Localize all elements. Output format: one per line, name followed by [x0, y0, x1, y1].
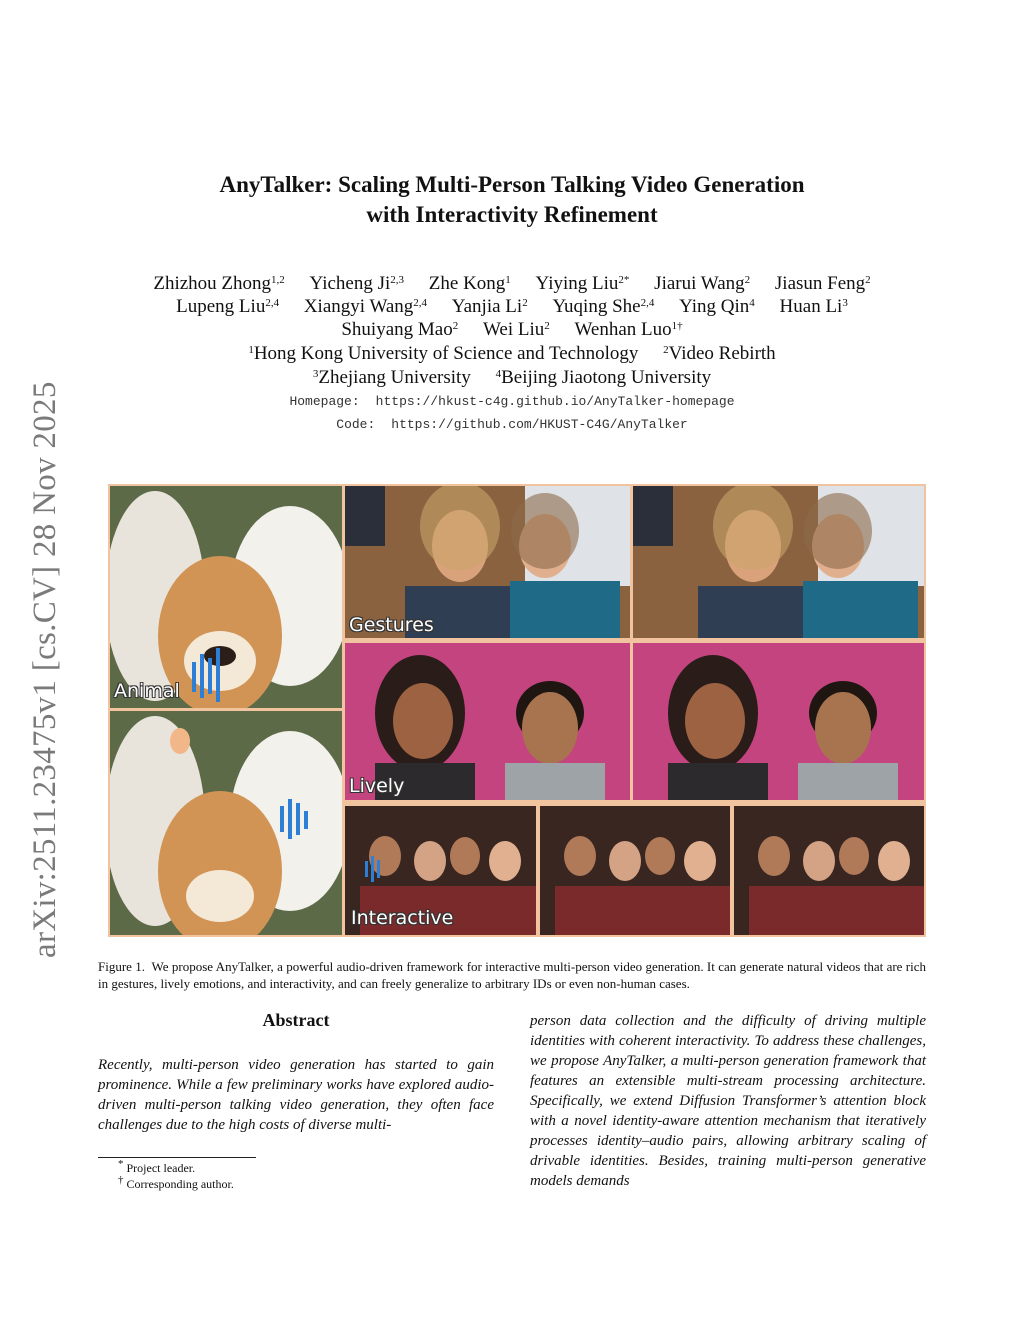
author — [153, 273, 284, 294]
author-name: Shuiyang Mao — [341, 319, 453, 340]
author-affiliation-mark: 1† — [671, 320, 683, 332]
affiliation — [496, 367, 712, 388]
author-name: Yicheng Ji — [309, 273, 391, 294]
author — [654, 273, 750, 294]
author-affiliation-mark: 3 — [842, 297, 848, 309]
author-affiliation-mark: 2,4 — [640, 297, 655, 309]
authors-row-3 — [100, 318, 924, 341]
affiliation — [313, 367, 471, 388]
author — [483, 319, 550, 340]
affiliation-number: 4 — [495, 368, 502, 380]
title-line-2: with Interactivity Refinement — [366, 202, 658, 227]
title-line-1: AnyTalker: Scaling Multi-Person Talking Video Generation — [219, 172, 805, 197]
author — [341, 319, 458, 340]
authors-row-2 — [100, 295, 924, 318]
author-affiliation-mark: 2 — [744, 274, 751, 286]
lively-image-1 — [345, 643, 630, 800]
author — [429, 273, 511, 294]
gestures-image-1 — [345, 486, 630, 638]
author — [310, 273, 405, 294]
caption-label: Figure 1. — [98, 959, 146, 974]
affiliation — [248, 343, 638, 364]
author-affiliation-mark: 2 — [865, 274, 871, 286]
author — [176, 296, 279, 317]
animal-image-top — [110, 486, 342, 708]
author-name: Zhizhou Zhong — [153, 273, 272, 294]
affiliation-number: 1 — [248, 344, 254, 356]
author-name: Ying Qin — [679, 296, 750, 317]
author-name: Yuqing She — [552, 296, 641, 317]
affiliation-name: Beijing Jiaotong University — [501, 367, 712, 388]
label-animal: Animal — [114, 680, 180, 702]
author — [574, 319, 682, 340]
affiliation-name: Video Rebirth — [668, 343, 776, 364]
affiliation-number: 3 — [312, 368, 319, 380]
interactive-image-2 — [540, 806, 730, 935]
footnote-text: Corresponding author. — [126, 1177, 234, 1191]
interactive-image-1 — [345, 806, 536, 935]
author-name: Zhe Kong — [428, 273, 506, 294]
author-affiliation-mark: 1 — [505, 274, 511, 286]
homepage-label: Homepage: — [289, 394, 360, 409]
homepage-link[interactable]: https://hkust-c4g.github.io/AnyTalker-homepage — [375, 394, 735, 409]
author-name: Wei Liu — [482, 319, 545, 340]
author — [552, 296, 654, 317]
footnote-mark: † — [118, 1174, 124, 1186]
abstract-left-column: Recently, multi-person video generation has started to gain prominence. While a few preliminary works have explored audio-driven multi-person talking video generation, they often face challenges due to the high costs of diverse multi- — [98, 1057, 494, 1133]
author-name: Jiarui Wang — [654, 273, 745, 294]
author-affiliation-mark: 2,4 — [265, 297, 280, 309]
authors-row-1 — [100, 272, 924, 295]
lively-image-2 — [633, 643, 924, 800]
footnote-text: Project leader. — [126, 1161, 196, 1175]
affiliation-name: Hong Kong University of Science and Technology — [253, 343, 639, 364]
footnote-corresponding-author — [118, 1174, 234, 1192]
author-name: Jiasun Feng — [774, 273, 866, 294]
author — [679, 296, 755, 317]
footnote-project-leader — [118, 1158, 196, 1176]
code-label: Code: — [336, 417, 376, 432]
author-affiliation-mark: 2 — [544, 320, 550, 332]
author — [452, 296, 528, 317]
author-affiliation-mark: 1,2 — [271, 274, 285, 286]
author-name: Yiying Liu — [535, 273, 619, 294]
author-affiliation-mark: 2 — [452, 320, 459, 332]
author-name: Huan Li — [779, 296, 843, 317]
affiliations-row-1 — [100, 342, 924, 365]
author-name: Wenhan Luo — [574, 319, 672, 340]
author-affiliation-mark: 2 — [522, 297, 528, 309]
paper-title — [100, 170, 924, 230]
label-interactive: Interactive — [351, 907, 454, 929]
arxiv-identifier: arXiv:2511.23475v1 [cs.CV] 28 Nov 2025 — [27, 381, 63, 958]
abstract-right-column: person data collection and the difficulty of driving multiple identities with coherent interactivity. To address these challenges, we propose AnyTalker, a multi-person generation framework that features an extensible multi-stream processing architecture. Specifically, we extend Diffusion Transformer’s attention block with a novel identity-aware attention mechanism that iteratively processes identity–audio pairs, allowing arbitrary scaling of drivable identities. Besides, training multi-person generative models demands — [530, 1013, 926, 1189]
author-affiliation-mark: 4 — [749, 297, 755, 309]
affiliation-name: Zhejiang University — [318, 367, 471, 388]
author-affiliation-mark: 2* — [618, 274, 630, 286]
gestures-image-2 — [633, 486, 924, 638]
homepage-line — [100, 394, 924, 409]
animal-image-bottom — [110, 711, 342, 935]
figure-caption — [98, 958, 926, 992]
affiliation-number: 2 — [663, 344, 669, 356]
code-link[interactable]: https://github.com/HKUST-C4G/AnyTalker — [391, 417, 688, 432]
label-gestures: Gestures — [349, 614, 434, 636]
author — [780, 296, 848, 317]
affiliation — [663, 343, 776, 364]
author-name: Yanjia Li — [451, 296, 523, 317]
caption-text: We propose AnyTalker, a powerful audio-driven framework for interactive multi-person video generation. It can generate natural videos that are rich in gestures, lively emotions, and interactivity, and can freely generalize to arbitrary IDs or even non-human cases. — [98, 959, 926, 991]
author-affiliation-mark: 2,4 — [413, 297, 428, 309]
label-lively: Lively — [349, 775, 405, 797]
author-name: Lupeng Liu — [176, 296, 266, 317]
author-affiliation-mark: 2,3 — [390, 274, 405, 286]
figure-1 — [108, 484, 926, 937]
author — [304, 296, 427, 317]
author — [775, 273, 871, 294]
abstract-heading: Abstract — [262, 1010, 330, 1030]
affiliations-row-2 — [100, 366, 924, 389]
author-name: Xiangyi Wang — [303, 296, 414, 317]
interactive-image-3 — [734, 806, 924, 935]
footnote-mark: * — [118, 1158, 124, 1170]
author — [536, 273, 630, 294]
code-line — [100, 417, 924, 432]
